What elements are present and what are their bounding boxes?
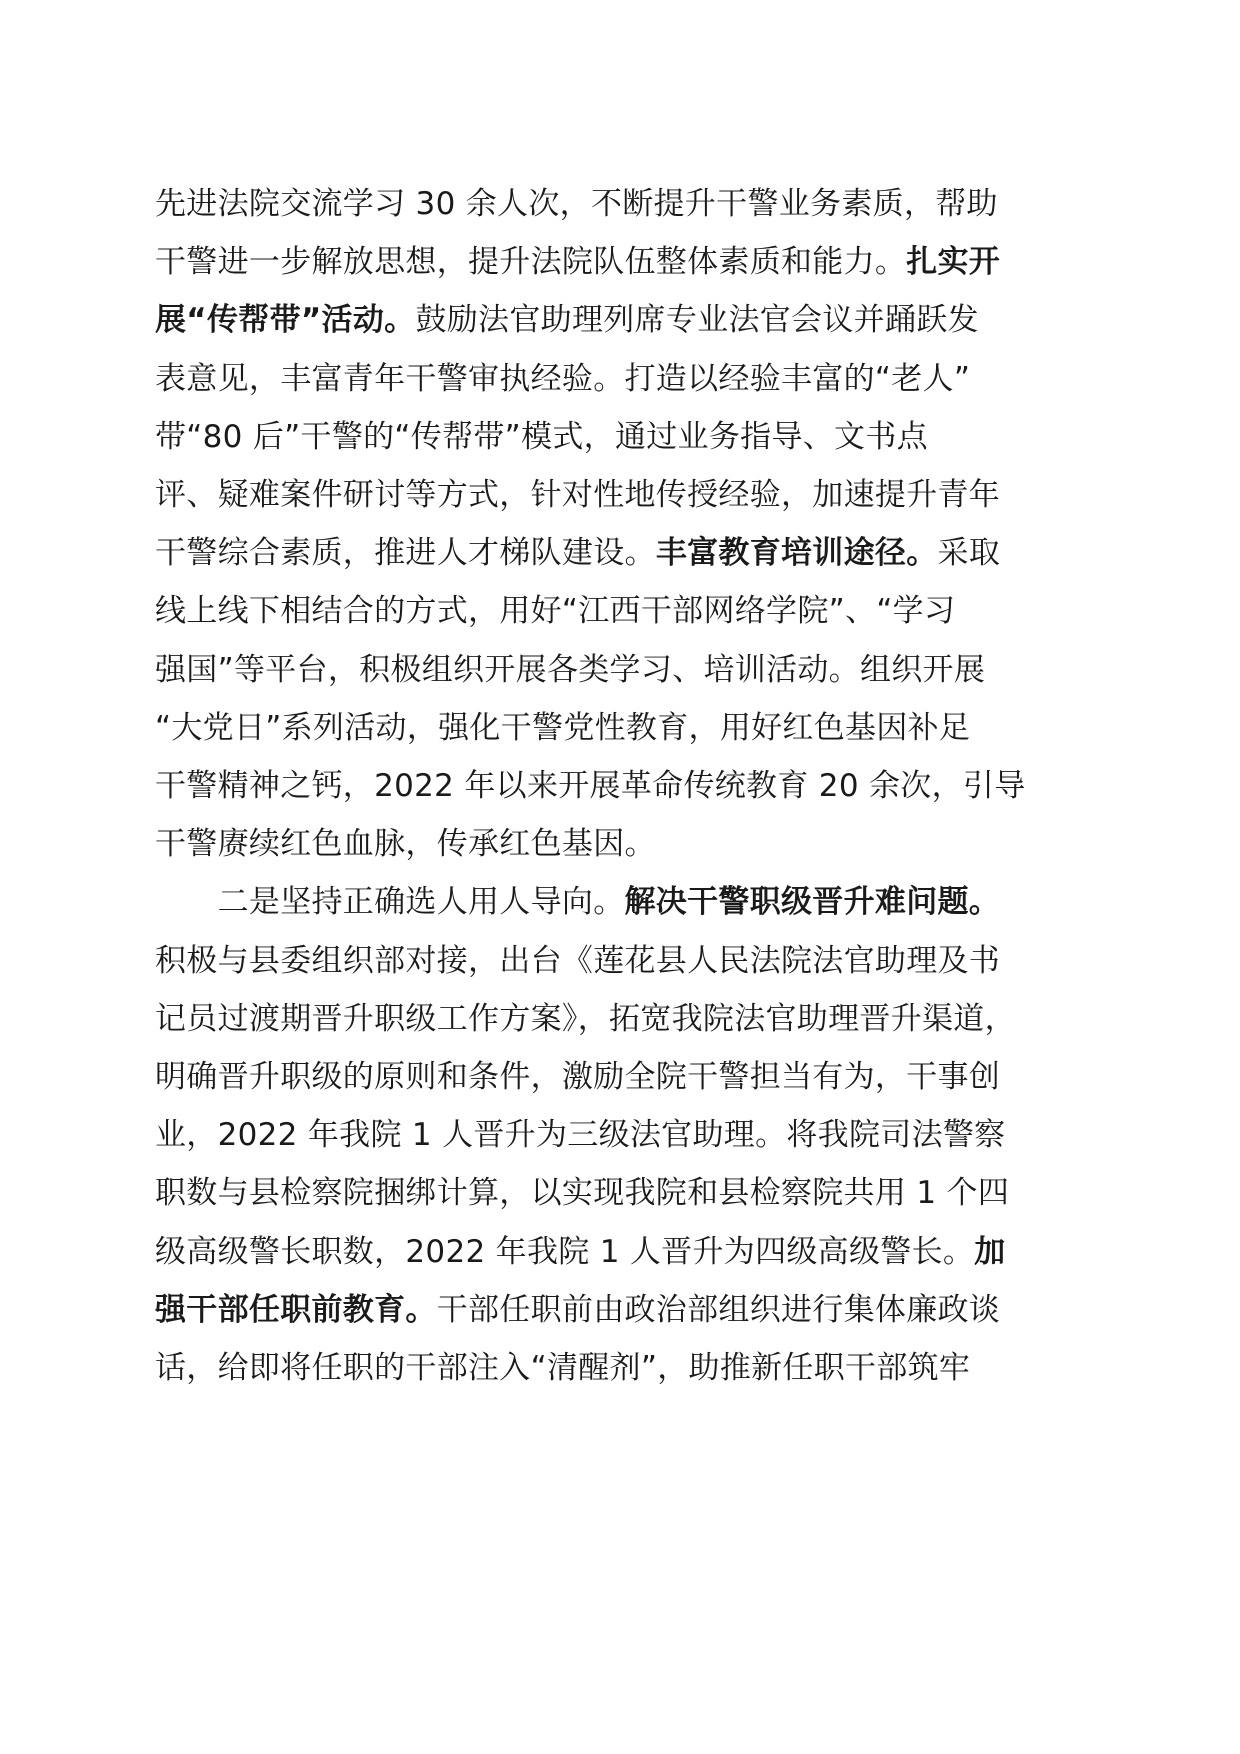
paragraph-text: 干警综合素质，推进人才梯队建设。 (155, 535, 656, 572)
paragraph-text: 记员过渡期晋升职级工作方案》，拓宽我院法官助理晋升渠道， (155, 1000, 1016, 1037)
paragraph-text: 积极与县委组织部对接，出台《莲花县人民法院法官助理及书 (155, 942, 1001, 979)
paragraph-text: 话，给即将任职的干部注入“清醒剂”，助推新任职干部筑牢 (155, 1350, 971, 1386)
paragraph-text: 干警精神之钙，2022 年以来开展革命传统教育 20 余次，引导 (155, 768, 1026, 804)
paragraph-text: 业，2022 年我院 1 人晋升为三级法官助理。将我院司法警察 (155, 1117, 1006, 1154)
text-line (155, 1053, 1000, 1101)
text-line (155, 587, 955, 635)
paragraph-text: 表意见，丰富青年干警审执经验。打造以经验丰富的“老人” (155, 360, 971, 397)
text-line (155, 762, 1026, 810)
paragraph-text: 明确晋升职级的原则和条件，激励全院干警担当有为，干事创 (155, 1059, 1001, 1095)
paragraph-text: 带“80 后”干警的“传帮带”模式，通过业务指导、文书点 (155, 418, 928, 455)
text-line (155, 1344, 970, 1392)
bold-heading-text: 扎实开 (906, 244, 1001, 281)
bold-heading-text: 解决干警职级晋升难问题。 (624, 884, 1001, 921)
text-line (155, 471, 1000, 519)
paragraph-text: 二是坚持正确选人用人导向。 (155, 884, 625, 921)
text-line (155, 937, 1000, 985)
paragraph-text: 干部任职前由政治部组织进行集体廉政谈 (436, 1291, 1001, 1328)
text-line (155, 1228, 1006, 1276)
paragraph-text: 干警进一步解放思想，提升法院队伍整体素质和能力。 (155, 244, 907, 281)
text-line (155, 413, 928, 461)
text-line (155, 878, 1000, 926)
text-line (155, 238, 1000, 286)
text-line (155, 296, 979, 344)
bold-heading-text: 丰富教育培训途径。 (655, 535, 938, 572)
text-line (155, 529, 1000, 577)
paragraph-text: “大党日”系列活动，强化干警党性教育，用好红色基因补足 (155, 709, 971, 746)
text-line (155, 180, 998, 228)
text-line (155, 704, 970, 752)
paragraph-text: 评、疑难案件研讨等方式，针对性地传授经验，加速提升青年 (155, 477, 1001, 513)
paragraph-text: 先进法院交流学习 30 余人次，不断提升干警业务素质，帮助 (155, 186, 998, 222)
paragraph-text: 采取 (937, 535, 1001, 572)
text-line (155, 1169, 1009, 1217)
bold-heading-text: 展“传帮带”活动。 (155, 302, 416, 339)
text-line (155, 1111, 1005, 1159)
paragraph-text: 强国”等平台，积极组织开展各类学习、培训活动。组织开展 (155, 651, 986, 688)
text-line (155, 820, 656, 868)
text-line (155, 1286, 1000, 1334)
paragraph-text: 干警赓续红色血脉，传承红色基因。 (155, 826, 656, 863)
paragraph-text: 鼓励法官助理列席专业法官会议并踊跃发 (415, 302, 979, 339)
text-line (155, 355, 970, 403)
bold-heading-text: 强干部任职前教育。 (155, 1291, 437, 1328)
paragraph-text: 线上线下相结合的方式，用好“江西干部网络学院”、“学习 (155, 593, 956, 630)
text-line (155, 995, 1016, 1043)
text-line (155, 646, 985, 694)
paragraph-text: 级高级警长职数，2022 年我院 1 人晋升为四级高级警长。 (155, 1233, 975, 1270)
paragraph-text: 职数与县检察院捆绑计算，以实现我院和县检察院共用 1 个四 (155, 1175, 1010, 1212)
bold-heading-text: 加 (974, 1233, 1006, 1270)
